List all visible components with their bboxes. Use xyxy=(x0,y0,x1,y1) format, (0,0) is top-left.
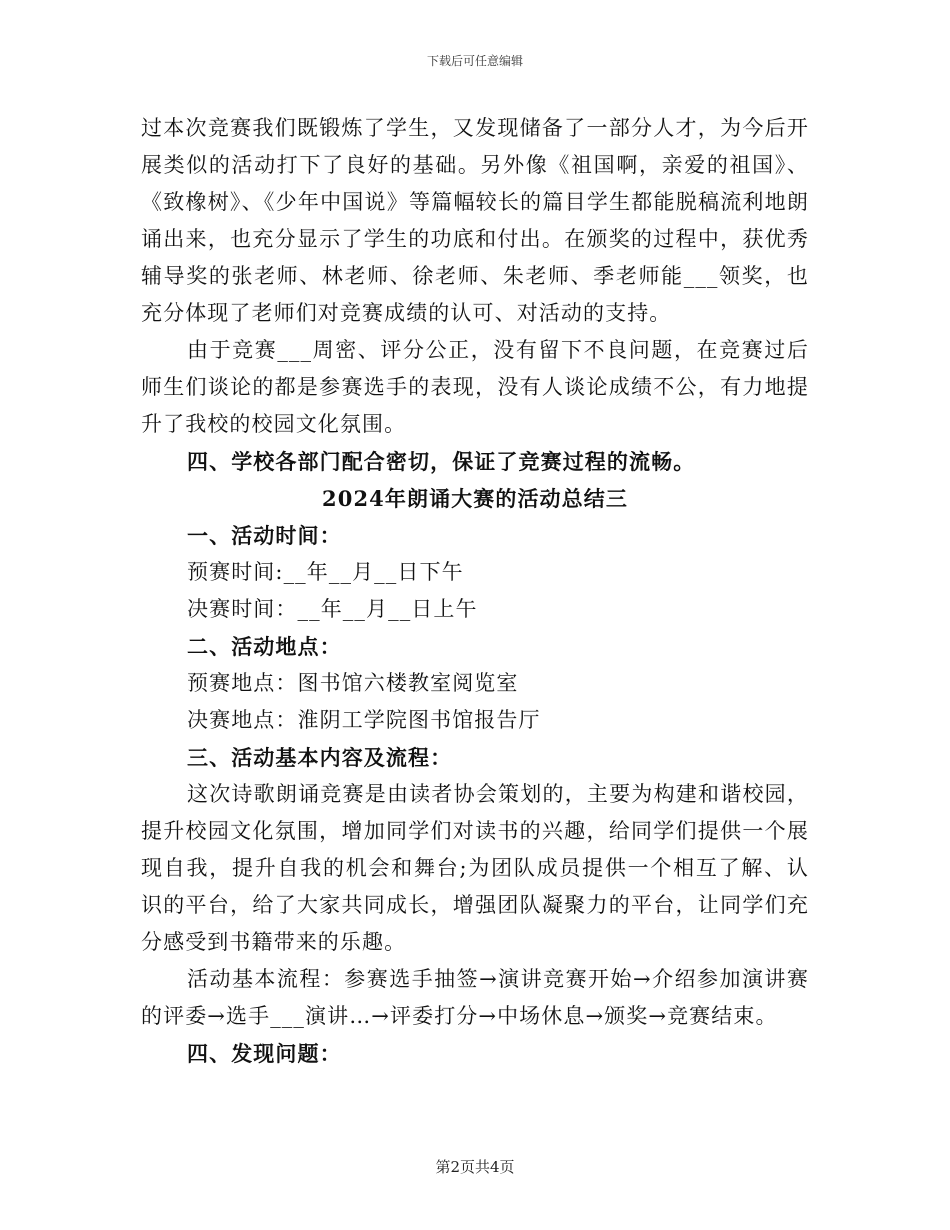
paragraph-competition-fairness: 由于竞赛___周密、评分公正，没有留下不良问题，在竞赛过后师生们谈论的都是参赛选手的表现，没有人谈论成绩不公，有力地提升了我校的校园文化氛围。 xyxy=(141,338,809,436)
paragraph-continuation: 过本次竞赛我们既锻炼了学生，又发现储备了一部分人才，为今后开展类似的活动打下了良好的基础。另外像《祖国啊，亲爱的祖国》、《致橡树》、《少年中国说》等篇幅较长的篇目学生都能脱稿流利地朗诵出来，也充分显示了学生的功底和付出。在颁奖的过程中，获优秀辅导奖的张老师、林老师、徐老师、朱老师、季老师能___领奖，也充分体现了老师们对竞赛成绩的认可、对活动的支持。 xyxy=(141,116,809,325)
section-heading-content: 三、活动基本内容及流程： xyxy=(187,745,453,770)
page-header: 下载后可任意编辑 xyxy=(426,54,523,68)
preliminary-time: 预赛时间:__年__月__日下午 xyxy=(187,560,464,584)
preliminary-location: 预赛地点：图书馆六楼教室阅览室 xyxy=(187,671,519,695)
section-heading-location: 二、活动地点： xyxy=(187,634,342,659)
paragraph-activity-purpose: 这次诗歌朗诵竞赛是由读者协会策划的，主要为构建和谐校园，提升校园文化氛围，增加同学们对读书的兴趣，给同学们提供一个展现自我，提升自我的机会和舞台;为团队成员提供一个相互了解、认识的平台，给了大家共同成长，增强团队凝聚力的平台，让同学们充分感受到书籍带来的乐趣。 xyxy=(141,782,809,954)
document-body xyxy=(141,110,809,1072)
section-heading-time: 一、活动时间： xyxy=(187,523,342,548)
paragraph-activity-process: 活动基本流程：参赛选手抽签→演讲竞赛开始→介绍参加演讲赛的评委→选手___演讲…→评委打分→中场休息→颁奖→竞赛结束。 xyxy=(141,967,809,1028)
section-heading-problems: 四、发现问题： xyxy=(187,1041,342,1066)
document-title: 2024年朗诵大赛的活动总结三 xyxy=(322,486,628,511)
final-time: 决赛时间：__年__月__日上午 xyxy=(187,597,478,621)
final-location: 决赛地点：淮阴工学院图书馆报告厅 xyxy=(187,708,541,732)
page-number: 第2页共4页 xyxy=(435,1158,515,1176)
section-heading-cooperation: 四、学校各部门配合密切，保证了竞赛过程的流畅。 xyxy=(187,449,696,474)
